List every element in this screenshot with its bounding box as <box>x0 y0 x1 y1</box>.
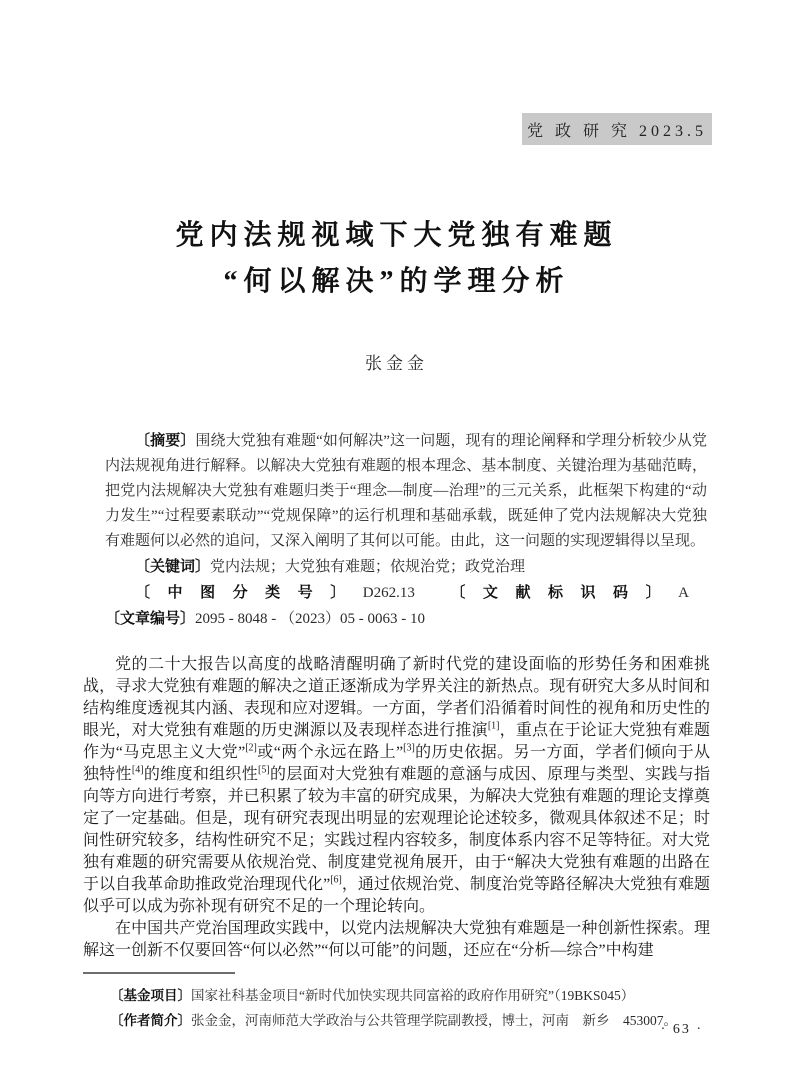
article-id-value: 2095 - 8048 - （2023）05 - 0063 - 10 <box>195 611 425 627</box>
clc-label: 〔中图分类号〕 <box>135 584 363 601</box>
classification-line <box>105 580 707 632</box>
body-paragraph-1 <box>83 654 710 918</box>
footnotes <box>83 983 710 1033</box>
body-text-segment: 的层面对大党独有难题的意涵与成因、原理与类型、实践与指向等方向进行考察，并已积累了较为丰富的研究成果，为解决大党独有难题的理论支撑奠定了一定基础。但是，现有研究表现出明显的宏观理论论述较多，微观具体叙述不足；时间性研究较多，结构性研究不足；实践过程内容较多，制度体系内容不足等特征。对大党独有难题的研究需要从依规治党、制度建党视角展开，由于“解决大党独有难题的出路在于以自我革命助推政党治理现代化” <box>83 766 710 893</box>
doc-code-label: 〔文献标识码〕 <box>432 584 679 601</box>
article-title-line2: “何以解决”的学理分析 <box>223 266 570 297</box>
keywords-line <box>105 554 707 580</box>
footnote-separator <box>83 972 235 974</box>
abstract-text: 围绕大党独有难题“如何解决”这一问题，现有的理论阐释和学理分析较少从党内法规视角进行解释。以解决大党独有难题的根本理念、基本制度、关键治理为基础范畴，把党内法规解决大党独有难题归类于“理念—制度—治理”的三元关系，此框架下构建的“动力发生”“过程要素联动”“党规保障”的运行机理和基础承载，既延伸了党内法规解决大党独有难题何以必然的追问，又深入阐明了其何以可能。由此，这一问题的实现逻辑得以呈现。 <box>105 433 707 549</box>
journal-header-text: 党 政 研 究 2023.5 <box>526 122 707 140</box>
body-text-segment: 党的二十大报告以高度的战略清醒明确了新时代党的建设面临的形势任务和困难挑战，寻求大党独有难题的解决之道正逐渐成为学界关注的新热点。现有研究大多从时间和结构维度透视其内涵、表现和应对逻辑。一方面，学者们沿循着时间性的视角和历史性的眼光，对大党独有难题的历史渊源以及表现样态进行推演 <box>83 656 710 739</box>
author-bio-label: 〔作者简介〕 <box>110 1013 191 1028</box>
citation-ref-6: [6] <box>330 874 342 886</box>
citation-ref-2: [2] <box>245 742 257 754</box>
front-matter <box>105 428 707 632</box>
body-text-segment: 的历史依据。另一方面，学者们倾向于从独特性 <box>83 744 710 783</box>
keywords-label: 〔关键词〕 <box>135 558 211 575</box>
citation-ref-4: [4] <box>131 764 144 776</box>
body-text-segment: ，重点在于论证大党独有难题作为“马克思主义大党” <box>83 722 710 761</box>
citation-ref-1: [1] <box>487 720 500 732</box>
doc-code-group <box>433 585 689 601</box>
article-id-label: 〔文章编号〕 <box>105 610 196 627</box>
body-paragraph-2: 在中国共产党治国理政实践中，以党内法规解决大党独有难题是一种创新性探索。理解这一创新不仅要回答“何以必然”“何以可能”的问题，还应在“分析—综合”中构建 <box>83 920 710 959</box>
author-name: 张金金 <box>365 354 428 373</box>
author-bio-text: 张金金，河南师范大学政治与公共管理学院副教授，博士，河南 新乡 453007。 <box>191 1013 677 1028</box>
fund-project-line <box>83 983 710 1008</box>
journal-header-box <box>522 113 712 145</box>
clc-group <box>135 585 415 601</box>
fund-project-label: 〔基金项目〕 <box>110 988 191 1003</box>
article-title-line1: 党内法规视域下大党独有难题 <box>175 220 618 251</box>
abstract-label: 〔摘要〕 <box>135 432 196 449</box>
article-title <box>83 213 710 305</box>
citation-ref-5: [5] <box>258 764 270 776</box>
body-text-segment: 或“两个永远在路上” <box>256 744 404 761</box>
article-id-group <box>105 611 425 627</box>
abstract-paragraph <box>105 428 707 554</box>
body-text <box>83 654 710 962</box>
author-bio-line <box>83 1008 710 1033</box>
fund-project-text: 国家社科基金项目“新时代加快实现共同富裕的政府作用研究”（19BKS045） <box>191 988 635 1003</box>
doc-code-value: A <box>678 585 689 601</box>
page-number: · 63 · <box>660 1022 703 1037</box>
citation-ref-3: [3] <box>403 742 415 754</box>
keywords-text: 党内法规；大党独有难题；依规治党；政党治理 <box>210 559 526 575</box>
clc-value: D262.13 <box>362 585 415 601</box>
body-text-segment: ，通过依规治党、制度治党等路径解决大党独有难题似乎可以成为弥补现有研究不足的一个理论转向。 <box>83 876 710 915</box>
body-text-segment: 的维度和组织性 <box>143 766 259 783</box>
